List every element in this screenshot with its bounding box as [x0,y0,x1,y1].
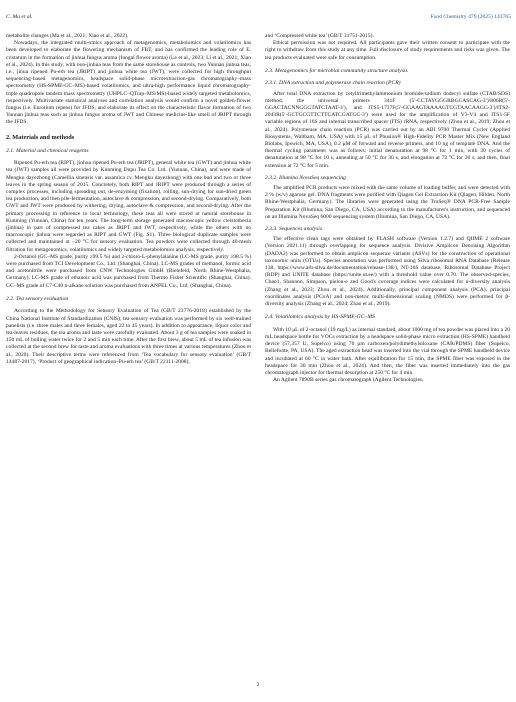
subsection-heading: 2.2. Tea sensory evaluation [6,295,69,302]
paragraph: Ethical permission was not required. All participants gave their written consent to participate with the right to withdraw from this study at any time. Full disclosure of study requirements and risks was given. The tea products evaluated were safe for consumption. [265,40,510,61]
paragraph: Nowadays, the integrated multi-omics approach of metagenomics, metabolomics and volatilomics has been developed to elaborate the flowering mechanism of FBT, and has confirmed the leading role of E. cristatum in the formation of jinhua fungus aroma (fungal flower aroma) (Le et al., 2023; Li et al., 2021; Xiao et al., 2024). In this study, with non-jinhua teas from the same storehouse as controls, two Yunnan jinhua teas, i.e., jinua ripened Pu-erh tea (JRIPT) and jinhua white tea (JWT), were collected for high throughput sequencing-based metagenomics, headspace solid-phase microextraction-gas chromatography–mass spectrometry (HS-SPME-GC–MS)-based volatilomics, and ultra-high performance liquid chromatography-triple quadrupole tandem mass spectrometry (UHPLC–QTrap–MS/MS)-based widely targeted metabolomics, respectively. Multivariate statistical analyses and correlation analysis would confirm a novel golden-flower fungus (i.e. Eurotium repens) for JFDS, and elaborate its effect on the characteristic flavor formation of two Yunnan jinhua teas such as jinhua fungus aroma of JWT and Chinese medicine-like smell of JRIPT through the JFDS. [6,40,251,126]
subsection-heading: 2.4. Volatilomics analysis by HS-SPME-GC–MS [265,314,375,321]
paragraph: The amplified PCR products were mixed with the same volume of loading buffer, and were detected with 2 % (w/v) agarose gel. DNA fragments were purified with Qiagen Gel Extraction Kit (Qiagen, Hilden, North Rhine-Westphalia, Germany). The libraries were generated using the TruSeq® DNA PCR-Free Sample Preparation Kit (Illumina, San Diego, CA, USA) according to the manufacturer's instruction, and sequenced on an Illumina NovaSeq 6000 sequencing system (Illumina, San Diego, CA, USA). [265,184,510,220]
paragraph: After total DNA extraction by cetyltrimethylammonium bromide/sodium dodecyl sulfate (CTAB/SDS) method, the universal primers 341F (5′-CCTAYGGGRBGCASCAG-3′)/806R(5′-GGACTACNNGGGTATCTAAT-3′), and ITS5-1737F(5′-GGAAGTAAAAGTCGTAACAAGG-3′)/ITS2-2043R(5′-GCTGCGTTCTTCATCGATGC-3′) were used for the amplification of V3-V4 and ITS1-5F variable regions of 16S and internal transcribed spacer (ITS) rRNA, respectively (Zhou et al., 2019; Zhou et al., 2024). Polymerase chain reaction (PCR) was carried out by an ABI 9700 Thermal Cycler (Applied Biosystems, Waltham, MA, USA) with 15 μL of Phusion® High-Fidelity PCR Master Mix (New England Biolabs, Ipswich, MA, USA), 0.2 μM of forward and reverse primers, and 10 ng of template DNA. And the thermal cycling parameter was as follows: initial denaturation at 98 °C for 1 min, with 30 cycles of denaturation at 98 °C for 10 s, annealing at 50 °C for 30 s, and elongation at 72 °C for 30 s, and then, final extension at 72 °C for 5 min. [265,90,510,169]
paragraph: and ‘Compressed white tea’ (GB/T 31751-2015). [265,33,374,39]
subsubsection-heading: 2.3.1. DNA extraction and polymerase chain reaction (PCR) [265,80,401,87]
paragraph: According to the Methodology for Sensory Evaluation of Tea (GB/T 23776-2018) established by the China National Institute of Standardization (CNIS), tea sensory evaluation was performed by six well-trained panelists (i.e. three males and three females, aged 22 to 45 years). In addition to appearance, liquor color and tea-leaves residues, the tea aroma and taste were carefully evaluated. About 3 g of tea samples were soaked in 150 mL of boiling water twice for 2 and 5 min each time. After the first brew, about 5 mL of tea infusion was collected at the second brew for taste and aroma evaluations with three times at various temperatures (Zhou et al., 2020). Their descriptive terms were referenced from ‘Tea vocabulary for sensory evaluation’ (GB/T 14487-2017), ‘Product of geographical indication–Pu-erh tea’ (GB/T 22111-2008), [6,308,251,365]
running-header [6,14,511,24]
left-column [6,33,251,366]
section-heading: 2. Materials and methods [6,133,75,141]
subsection-heading: 2.1. Material and chemical reagents [6,147,89,154]
paragraph: Ripened Pu-erh tea (RIPT), jinhua ripened Pu-erh tea (JRIPT), general white tea (GWT) and jinhua white tea (JWT) samples all were provided by Kunming Dupu Tea Co. Ltd. (Yunnan, China), and were made of Mengku dayezhong (Camellia sinensis var. assamica cv. Mengku dayezhong) with one bud and two or three leaves in the spring season of 2015. Concretely, both RIPT and JRIPT were produced through a series of complex processes, including spreading out, de-enzyming (fixation), rolling, sun-drying for sun-dried green tea production, and then pile-fermentation, autoclave & compression, and second-drying. Comparatively, both GWT and JWT were produced by withering, drying, autoclave & compression, and second-drying. After the primary processing in reference to local technology, these teas all were stored at natural storehouse in Kunming (Yunnan, China) for ten years. The long-term storage generated macroscopic yellow cleistothecia (jinhua) in part of compressed tea cakes as JRIPT and JWT, respectively, while the others with no macroscopic jinhua were regarded as RIPT and GWT (Fig. S1). Three biological duplicate samples were collected and maintained at −20 °C for sensory evaluation. Tea powders were collected through 40-mesh filtration for metagenomics, volatilomics and widely targeted metabolomics analysis, respectively. [6,160,251,253]
subsubsection-heading: 2.3.3. Sequences analysis [265,225,323,232]
header-journal-link[interactable]: Food Chemistry 479 (2025) 143765 [430,14,511,20]
right-column [265,33,510,384]
subsubsection-heading: 2.3.2. Illumina NovaSeq sequencing [265,174,346,181]
header-authors: C. Ma et al. [6,14,33,20]
paragraph: The effective clean tags were obtained by FLASH software (Version 1.2.7) and QIIME 2 software (Version 2021.11) through overlapping for sequence analysis. Divisive Amplicon Denoising Algorithm (DADA2) was performed to obtain amplicon sequence variants (ASVs) for the construction of operational taxonomic units (OTUs). Species annotation was performed using Silva ribosomal RNA Database (Release 138, https://www.arb-silva.de/documentation/release-138/), NT-16S database, Ribosomal Database Project (RDP) and UNITE database (https://unite.ut.ee/) with a threshold value over 0.70. The observed-species, Chao1, Shannon, Simpson, pielou-e and Good's coverage indices were calculated for α-diversity analysis (Zhang et al., 2023; Zhou et al., 2024). Additionally, principal component analysis (PCA), principal coordinates analysis (PCoA) and non-metric multi-dimensional scaling (NMDS) were performed for β-diversity analysis (Zhang et al., 2024; Zhao et al., 2019). [265,236,510,307]
paragraph: With 10 μL of 2-octanol (10 mg/L) as internal standard, about 1000 mg of tea powder was placed into a 20 mL headspace bottle for VOCs extraction by a headspace solid-phase micro extraction (HS-SPME) handheld device (57,357 U, Supelco) using 70 μm carboxen/polydimethylsiloxane (CAR/PDMS) fiber (Supelco, Bellefonte, PA, USA). The aged extraction head was inserted into the vial through the SPME handheld device and incubated at 60 °C in water bath. After equilibration for 15 min, the SPME fiber was exposed in the headspace for 30 min (Zhou et al., 2024). And then, the fiber was inserted immediately into the gas chromatograph injector for thermal desorption at 250 °C for 4 min. [265,326,510,376]
paragraph: An Agilent 7890B series gas chromatograph (Agilent Technologies, [273,377,424,384]
paragraph: metabolite changes (Ma et al., 2021; Xiao et al., 2022). [6,33,129,39]
page-number: 2 [256,682,260,688]
paragraph: 2-Octanol (GC–MS grade, purity ≥99.5 %) and 2-chloro-L-phenylalanine (LC-MS grade, purity ≥98.5 %) were purchased from TCI Development Co., Ltd. (Shanghai, China). LC-MS grades of methanol, formic acid and acetonitrile were purchased from CNW Technologies GmbH (Bielefeld, North Rhine-Westphalia, Germany). LC-MS grade of ethanoic acid was purchased from Thermo Fisher Scientific (Shanghai, China). GC–MS grade of C7-C40 n-alkane solution was purchased from ANPEL Co., Ltd. (Shanghai, China). [6,253,251,289]
subsection-heading: 2.3. Metagenomics for microbial community structure analysis [265,67,408,74]
